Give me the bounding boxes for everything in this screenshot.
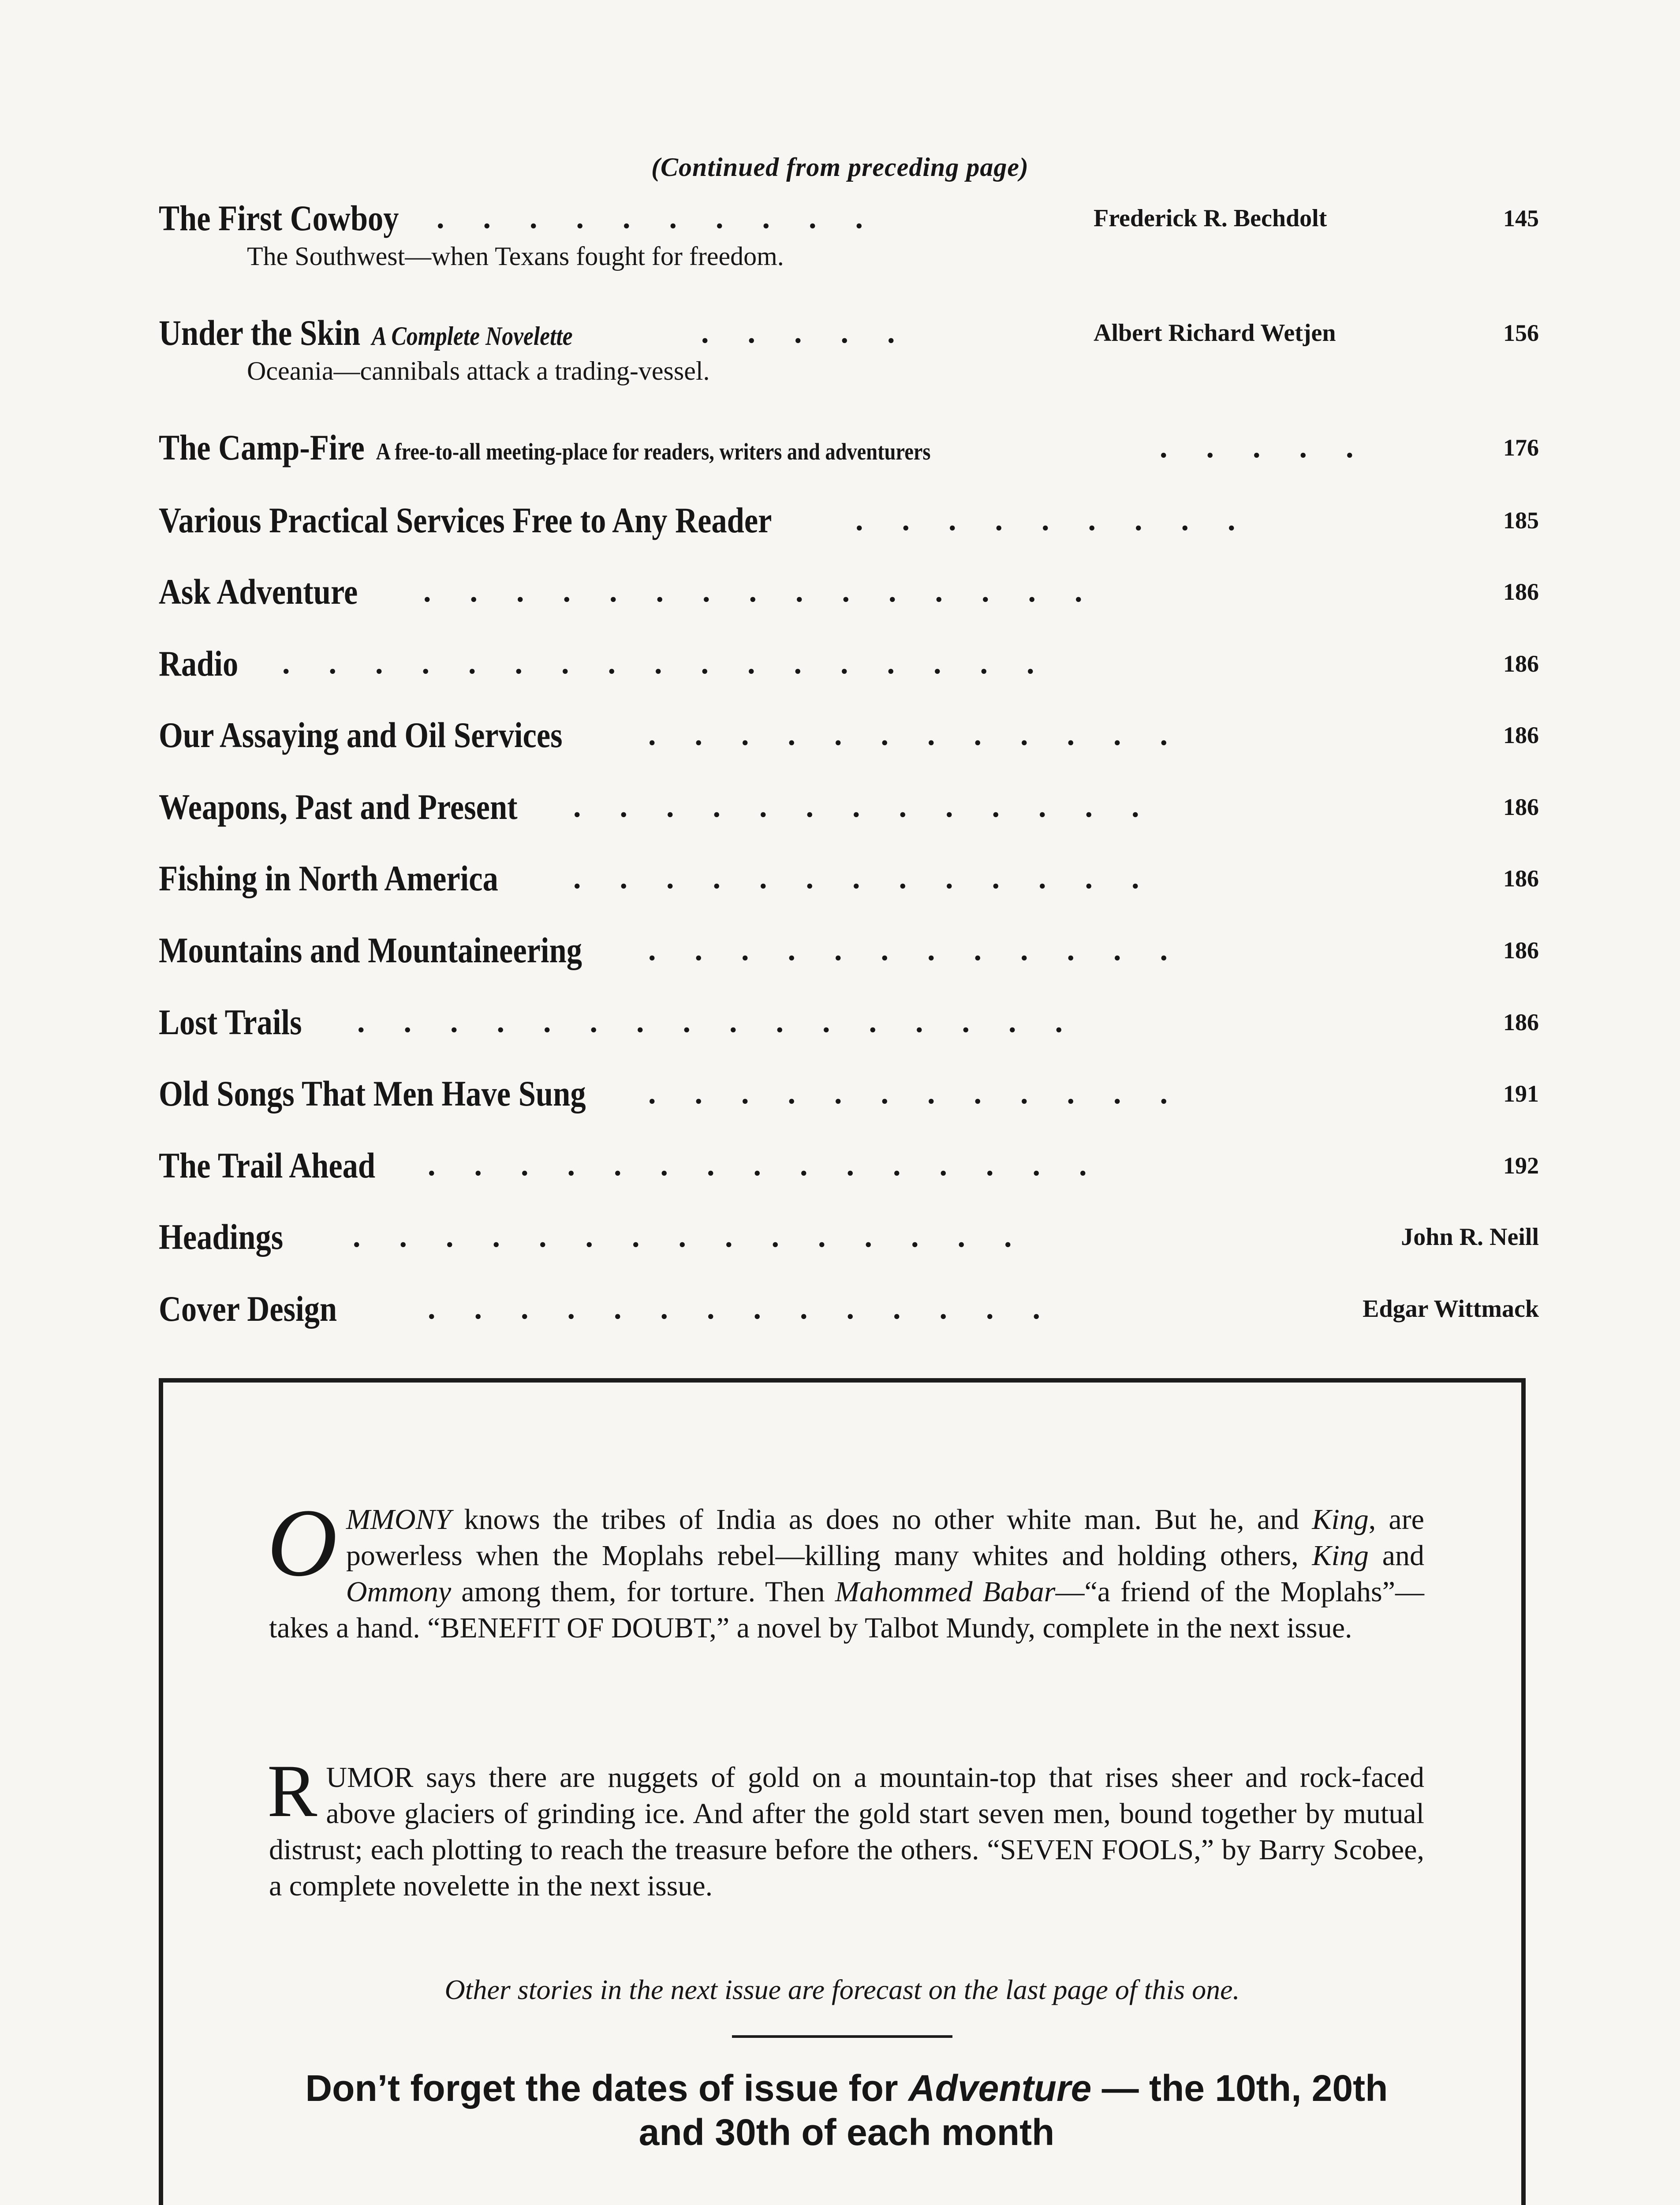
toc-subtitle: A free-to-all meeting-place for readers, writers and adventurers [376,438,931,465]
divider [732,2035,952,2038]
toc-page: 156 [1503,320,1539,346]
toc-page: 186 [1503,650,1539,677]
leader-dots: ............... [353,1220,1051,1254]
toc-entry[interactable] [150,1000,1539,1053]
toc-entry[interactable] [150,498,1539,551]
toc-entry[interactable] [150,642,1539,695]
toc-entry[interactable] [150,426,1539,478]
leader-dots: ............... [423,575,1121,609]
toc-title: Mountains and Mountaineering [159,930,582,970]
toc-title: Weapons, Past and Present [159,787,518,827]
toc-page: 192 [1503,1152,1539,1179]
drop-cap: R [267,1749,317,1832]
toc-title: Ask Adventure [159,572,358,612]
forecast-rumor [267,1749,1424,1904]
toc-page: 186 [1503,865,1539,892]
issue-dates-notice [269,2066,1424,2154]
leader-dots: ......... [855,503,1274,537]
drop-cap: O [267,1489,337,1596]
toc-title: Fishing in North America [159,858,498,898]
toc-title: The Trail Ahead [159,1145,376,1185]
leader-dots: ............ [648,1076,1206,1110]
toc-author: Albert Richard Wetjen [1094,319,1336,347]
toc-entry[interactable] [150,785,1539,838]
toc-page: 186 [1503,722,1539,748]
body-text: , are powerless when the Moplahs rebel—killing many whites and holding others, [346,1503,1424,1572]
toc-entry[interactable] [150,713,1539,766]
toc-page: 145 [1503,205,1539,232]
leader-dots: ............ [648,933,1206,967]
toc-title [159,426,930,474]
magazine-name: Adventure [908,2067,1092,2109]
toc-title: Cover Design [159,1289,337,1329]
next-issue-box [159,1378,1526,2205]
other-stories-note: Other stories in the next issue are forecast on the last page of this one. [444,1974,1240,2005]
toc-title: Old Songs That Men Have Sung [159,1073,586,1114]
toc-title: Radio [159,643,239,684]
toc-entry[interactable] [150,196,1539,271]
toc-entry[interactable] [150,928,1539,981]
toc-page: 186 [1503,1009,1539,1035]
leader-dots: ............. [573,790,1178,824]
body-text: knows the tribes of India as does no other white man. But he, and [451,1503,1312,1536]
toc-page: 191 [1503,1080,1539,1107]
toc-title: Lost Trails [159,1002,302,1042]
italic-text: Mahommed Babar [835,1576,1056,1608]
toc-title: Various Practical Services Free to Any Reader [159,500,772,540]
leader-dots: ............. [573,861,1178,895]
toc-entry[interactable] [150,856,1539,909]
forecast-ommony [267,1489,1424,1646]
italic-text: King [1312,1503,1369,1536]
toc-entry[interactable] [150,1144,1539,1196]
leader-dots: ..... [701,316,934,350]
leader-dots: ..... [1160,430,1393,464]
italic-text: Ommony [346,1576,452,1608]
notice-text: — the 10th, 20th and 30th of each month [638,2067,1388,2153]
leader-dots: ................. [282,647,1073,680]
continued-note: (Continued from preceding page) [651,153,1029,182]
body-text: —“a friend of the Moplahs”—takes a hand. “BENEFIT OF DOUBT,” a novel by Talbot Mundy, complete in the next issue. [269,1576,1424,1644]
toc-author: John R. Neill [1401,1223,1539,1251]
toc-subtitle: A Complete Novelette [372,321,573,351]
body-text: UMOR says there are nuggets of gold on a mountain-top that rises sheer and rock-faced above glaciers of grinding ice. And after the gold start seven men, bound together by mutual distrust; each plotting to reach the treasure before the others. “SEVEN FOOLS,” by Barry Scobee, a complete novelette in the next issue. [269,1761,1424,1902]
body-text: and [1368,1540,1424,1572]
toc-page: 186 [1503,794,1539,820]
toc-title: The First Cowboy [159,198,399,238]
toc-page: 185 [1503,507,1539,534]
italic-text: King [1312,1540,1369,1572]
toc-title [159,311,573,358]
toc-title-text: The Camp-Fire [159,427,365,467]
leader-dots: ............ [648,718,1206,752]
toc-entry[interactable] [150,1287,1539,1340]
toc-author: Frederick R. Bechdolt [1094,205,1327,232]
leader-dots: .............. [428,1292,1079,1326]
toc-title: Headings [159,1217,284,1257]
toc-entry[interactable] [150,1215,1539,1268]
italic-text: MMONY [346,1503,452,1536]
toc-author: Edgar Wittmack [1363,1295,1539,1323]
leader-dots: ............... [428,1148,1126,1182]
toc-description: Oceania—cannibals attack a trading-vessel. [247,356,710,385]
body-text: among them, for torture. Then [451,1576,835,1608]
toc-page: 186 [1503,937,1539,964]
leader-dots: ................ [357,1005,1101,1039]
toc-page: 186 [1503,579,1539,605]
toc-entry[interactable] [150,1072,1539,1125]
toc-entry[interactable] [150,311,1539,385]
toc-title: Our Assaying and Oil Services [159,715,563,755]
toc-entry[interactable] [150,570,1539,623]
notice-text: Don’t forget the dates of issue for [305,2067,908,2109]
toc-description: The Southwest—when Texans fought for freedom. [247,242,784,271]
toc-title-text: Under the Skin [159,313,361,353]
leader-dots: .......... [437,201,902,235]
toc-page: 176 [1503,434,1539,461]
